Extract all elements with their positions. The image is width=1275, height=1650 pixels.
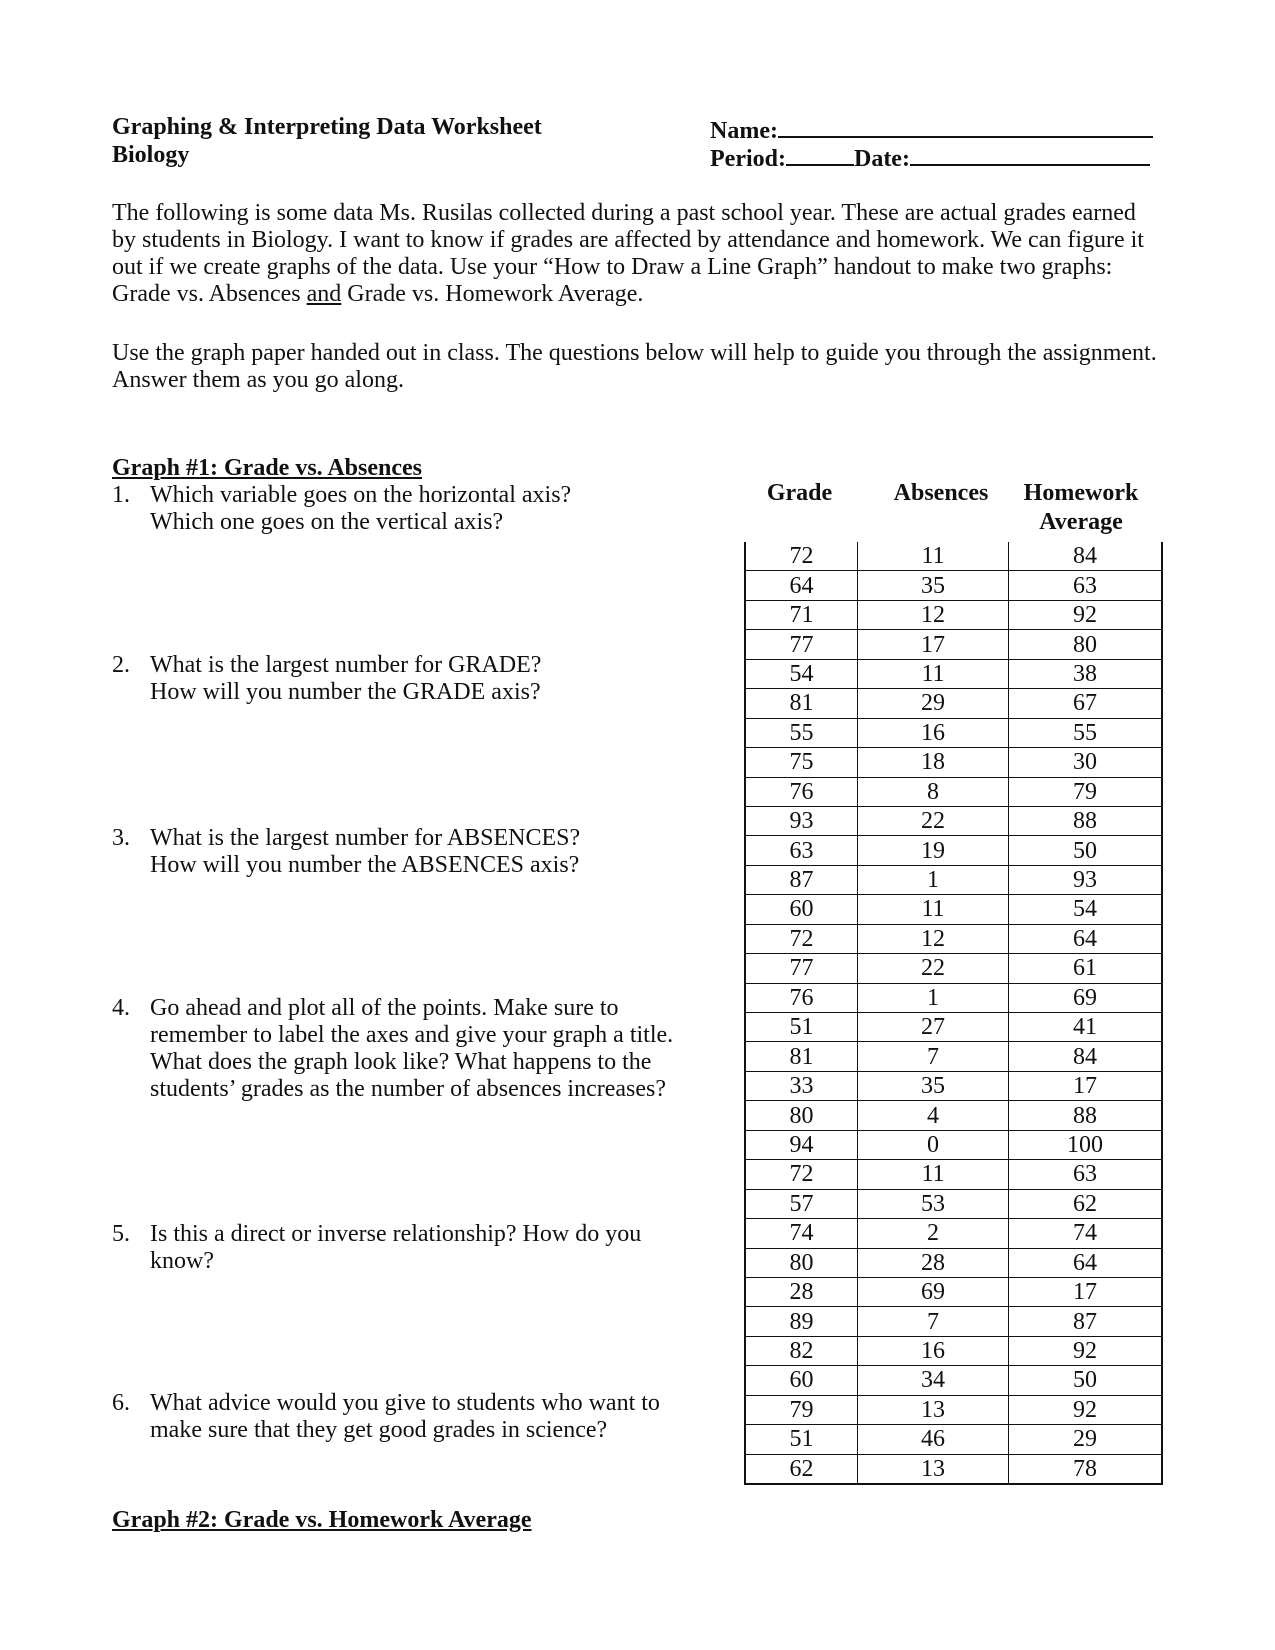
question-text: What advice would you give to students who want to make sure that they get good grades in science? xyxy=(150,1390,660,1443)
absences-cell: 13 xyxy=(858,1395,1009,1424)
grade-cell: 51 xyxy=(745,1425,858,1454)
grade-cell: 33 xyxy=(745,1071,858,1100)
grade-cell: 76 xyxy=(745,777,858,806)
table-row xyxy=(745,542,1162,571)
absences-cell: 22 xyxy=(858,806,1009,835)
intro-text-2: Grade vs. Homework Average. xyxy=(341,281,644,307)
homework-average-cell: 50 xyxy=(1009,836,1163,865)
grade-cell: 54 xyxy=(745,659,858,688)
homework-average-cell: 100 xyxy=(1009,1130,1163,1159)
homework-average-cell: 84 xyxy=(1009,1042,1163,1071)
name-field[interactable] xyxy=(710,114,1153,145)
table-row xyxy=(745,954,1162,983)
period-label: Period: xyxy=(710,146,786,172)
absences-cell: 12 xyxy=(858,600,1009,629)
homework-average-cell: 92 xyxy=(1009,600,1163,629)
absences-cell: 19 xyxy=(858,836,1009,865)
grade-cell: 81 xyxy=(745,689,858,718)
table-row xyxy=(745,748,1162,777)
question-number: 4. xyxy=(112,995,130,1021)
question-text: Is this a direct or inverse relationship? How do you know? xyxy=(150,1221,642,1274)
grade-cell: 71 xyxy=(745,600,858,629)
table-body xyxy=(745,542,1162,1484)
absences-cell: 11 xyxy=(858,542,1009,571)
grade-cell: 89 xyxy=(745,1307,858,1336)
intro-paragraph xyxy=(112,200,1162,308)
absences-cell: 7 xyxy=(858,1307,1009,1336)
table-row xyxy=(745,718,1162,747)
subject-label: Biology xyxy=(112,142,190,168)
graph1-heading: Graph #1: Grade vs. Absences xyxy=(112,455,423,481)
table-row xyxy=(745,1101,1162,1130)
name-blank-line[interactable] xyxy=(778,114,1153,138)
grade-cell: 72 xyxy=(745,1160,858,1189)
period-date-field xyxy=(710,142,1150,173)
absences-cell: 8 xyxy=(858,777,1009,806)
table-row xyxy=(745,659,1162,688)
homework-average-cell: 41 xyxy=(1009,1013,1163,1042)
homework-average-cell: 80 xyxy=(1009,630,1163,659)
worksheet-title: Graphing & Interpreting Data Worksheet xyxy=(112,114,542,140)
grade-cell: 57 xyxy=(745,1189,858,1218)
table-row xyxy=(745,836,1162,865)
homework-average-cell: 63 xyxy=(1009,571,1163,600)
absences-cell: 12 xyxy=(858,924,1009,953)
absences-cell: 69 xyxy=(858,1277,1009,1306)
absences-cell: 17 xyxy=(858,630,1009,659)
table-row xyxy=(745,1277,1162,1306)
intro-text-1: The following is some data Ms. Rusilas collected during a past school year. These are actual grades earned by students in Biology. I want to know if grades are affected by attendance and homework. We can figure it out if we create graphs of the data. Use your “How to Draw a Line Graph” handout to make two graphs: Grade vs. Absences xyxy=(112,200,1144,307)
homework-average-cell: 74 xyxy=(1009,1219,1163,1248)
absences-cell: 27 xyxy=(858,1013,1009,1042)
homework-average-cell: 79 xyxy=(1009,777,1163,806)
homework-average-cell: 17 xyxy=(1009,1071,1163,1100)
homework-average-cell: 38 xyxy=(1009,659,1163,688)
period-blank-line[interactable] xyxy=(786,142,854,166)
question-number: 3. xyxy=(112,825,130,851)
grade-cell: 74 xyxy=(745,1219,858,1248)
homework-average-cell: 88 xyxy=(1009,1101,1163,1130)
absences-cell: 1 xyxy=(858,865,1009,894)
homework-average-cell: 87 xyxy=(1009,1307,1163,1336)
table-row xyxy=(745,806,1162,835)
table-row xyxy=(745,1307,1162,1336)
homework-average-cell: 92 xyxy=(1009,1395,1163,1424)
homework-average-cell: 78 xyxy=(1009,1454,1163,1484)
absences-cell: 22 xyxy=(858,954,1009,983)
absences-cell: 16 xyxy=(858,718,1009,747)
absences-cell: 29 xyxy=(858,689,1009,718)
grade-cell: 60 xyxy=(745,895,858,924)
table-row xyxy=(745,571,1162,600)
homework-average-cell: 55 xyxy=(1009,718,1163,747)
grade-cell: 62 xyxy=(745,1454,858,1484)
date-label: Date: xyxy=(853,146,910,172)
intro-and-underlined: and xyxy=(306,281,342,307)
grade-cell: 93 xyxy=(745,806,858,835)
grade-cell: 77 xyxy=(745,630,858,659)
homework-average-cell: 17 xyxy=(1009,1277,1163,1306)
absences-cell: 35 xyxy=(858,1071,1009,1100)
question-text: Go ahead and plot all of the points. Make sure to remember to label the axes and give your graph a title. What does the graph look like? What happens to the students’ grades as the number of absences increases? xyxy=(150,995,674,1102)
grades-data-table xyxy=(744,542,1163,1485)
question-number: 6. xyxy=(112,1390,130,1416)
grade-cell: 80 xyxy=(745,1248,858,1277)
table-row xyxy=(745,600,1162,629)
absences-cell: 16 xyxy=(858,1336,1009,1365)
homework-average-cell: 30 xyxy=(1009,748,1163,777)
grade-cell: 64 xyxy=(745,571,858,600)
table-row xyxy=(745,924,1162,953)
homework-average-cell: 63 xyxy=(1009,1160,1163,1189)
grade-cell: 77 xyxy=(745,954,858,983)
grade-cell: 79 xyxy=(745,1395,858,1424)
table-row xyxy=(745,1189,1162,1218)
absences-cell: 11 xyxy=(858,1160,1009,1189)
table-row xyxy=(745,630,1162,659)
table-row xyxy=(745,1425,1162,1454)
grade-cell: 60 xyxy=(745,1366,858,1395)
absences-cell: 2 xyxy=(858,1219,1009,1248)
column-header-grade: Grade xyxy=(766,480,833,506)
grade-cell: 82 xyxy=(745,1336,858,1365)
absences-cell: 46 xyxy=(858,1425,1009,1454)
absences-cell: 7 xyxy=(858,1042,1009,1071)
grade-cell: 51 xyxy=(745,1013,858,1042)
absences-cell: 34 xyxy=(858,1366,1009,1395)
grade-cell: 76 xyxy=(745,983,858,1012)
homework-average-cell: 67 xyxy=(1009,689,1163,718)
homework-average-cell: 92 xyxy=(1009,1336,1163,1365)
absences-cell: 4 xyxy=(858,1101,1009,1130)
question-text: What is the largest number for GRADE? How will you number the GRADE axis? xyxy=(150,652,542,705)
homework-average-cell: 54 xyxy=(1009,895,1163,924)
grade-cell: 94 xyxy=(745,1130,858,1159)
absences-cell: 35 xyxy=(858,571,1009,600)
homework-average-cell: 84 xyxy=(1009,542,1163,571)
absences-cell: 1 xyxy=(858,983,1009,1012)
question-number: 5. xyxy=(112,1221,130,1247)
table-row xyxy=(745,1219,1162,1248)
column-header-absences: Absences xyxy=(893,480,989,506)
grade-cell: 81 xyxy=(745,1042,858,1071)
absences-cell: 28 xyxy=(858,1248,1009,1277)
table-row xyxy=(745,1071,1162,1100)
date-blank-line[interactable] xyxy=(910,142,1150,166)
table-row xyxy=(745,1013,1162,1042)
grade-cell: 28 xyxy=(745,1277,858,1306)
homework-average-cell: 64 xyxy=(1009,924,1163,953)
question-number: 2. xyxy=(112,652,130,678)
table-row xyxy=(745,1336,1162,1365)
grade-cell: 80 xyxy=(745,1101,858,1130)
table-row xyxy=(745,1454,1162,1484)
question-text: What is the largest number for ABSENCES? How will you number the ABSENCES axis? xyxy=(150,825,581,878)
absences-cell: 13 xyxy=(858,1454,1009,1484)
grade-cell: 87 xyxy=(745,865,858,894)
grade-cell: 72 xyxy=(745,924,858,953)
instructions-paragraph: Use the graph paper handed out in class. The questions below will help to guide you through the assignment. Answer them as you go along. xyxy=(112,340,1157,393)
table-row xyxy=(745,1042,1162,1071)
homework-average-cell: 69 xyxy=(1009,983,1163,1012)
homework-average-cell: 50 xyxy=(1009,1366,1163,1395)
column-header-homework-average: Homework Average xyxy=(1023,480,1139,535)
table-row xyxy=(745,689,1162,718)
homework-average-cell: 64 xyxy=(1009,1248,1163,1277)
name-label: Name: xyxy=(710,118,778,144)
absences-cell: 18 xyxy=(858,748,1009,777)
table-row xyxy=(745,777,1162,806)
grade-cell: 75 xyxy=(745,748,858,777)
table-row xyxy=(745,1160,1162,1189)
homework-average-cell: 88 xyxy=(1009,806,1163,835)
homework-average-cell: 61 xyxy=(1009,954,1163,983)
absences-cell: 11 xyxy=(858,895,1009,924)
grade-cell: 55 xyxy=(745,718,858,747)
table-row xyxy=(745,983,1162,1012)
absences-cell: 53 xyxy=(858,1189,1009,1218)
table-row xyxy=(745,1248,1162,1277)
absences-cell: 0 xyxy=(858,1130,1009,1159)
graph2-heading: Graph #2: Grade vs. Homework Average xyxy=(112,1507,532,1533)
table-row xyxy=(745,895,1162,924)
homework-average-cell: 62 xyxy=(1009,1189,1163,1218)
table-row xyxy=(745,1395,1162,1424)
grade-cell: 72 xyxy=(745,542,858,571)
table-row xyxy=(745,1130,1162,1159)
grade-cell: 63 xyxy=(745,836,858,865)
homework-average-cell: 93 xyxy=(1009,865,1163,894)
table-row xyxy=(745,1366,1162,1395)
homework-average-cell: 29 xyxy=(1009,1425,1163,1454)
absences-cell: 11 xyxy=(858,659,1009,688)
question-text: Which variable goes on the horizontal axis? Which one goes on the vertical axis? xyxy=(150,482,572,535)
table-row xyxy=(745,865,1162,894)
question-number: 1. xyxy=(112,482,130,508)
